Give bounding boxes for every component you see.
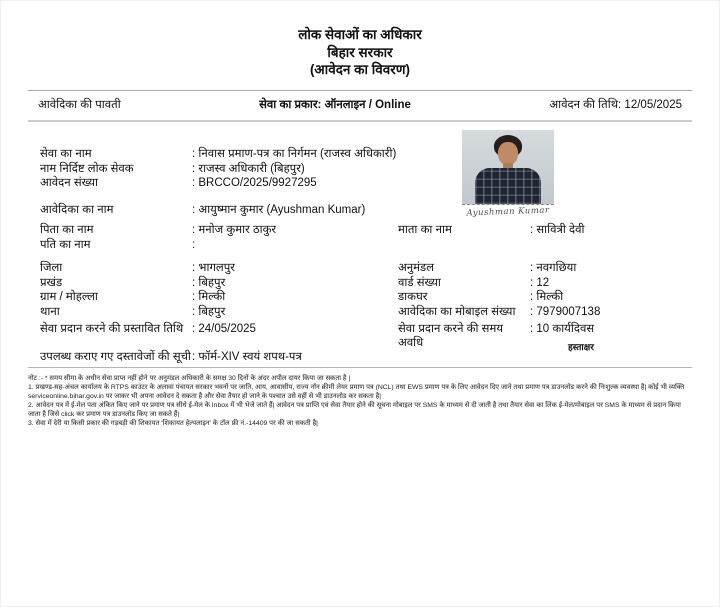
field-value: : निवास प्रमाण-पत्र का निर्गमन (राजस्व अधिकारी) [192, 148, 397, 160]
field-row-district-subdivision [40, 262, 680, 276]
field-label: उपलब्ध कराए गए दस्तावेजों की सूची [40, 351, 191, 363]
photo-person-plaid-shirt [475, 168, 541, 204]
field-label: डाकघर [398, 291, 428, 303]
divider-top [28, 90, 692, 91]
footer-notes [28, 374, 694, 428]
field-value: : मनोज कुमार ठाकुर [192, 224, 277, 236]
field-label [398, 351, 530, 365]
field-value: : 12 [530, 276, 550, 289]
field-label: आवेदिका का मोबाइल संख्या [398, 305, 516, 318]
field-label: ग्राम / मोहल्ला [40, 291, 98, 303]
field-value: : भागलपुर [192, 262, 235, 274]
field-label: आवेदिका का नाम [40, 203, 114, 216]
field-label: माता का नाम [398, 224, 452, 236]
field-value: : आयुष्मान कुमार (Ayushman Kumar) [192, 203, 366, 216]
info-bar [38, 97, 682, 112]
note-line: 3. सेवा में देरी या किसी प्रकार की गड़बड़ी की शिकायत 'शिकायत हेल्पलाइन' के टॉल फ्री नं.-14409 पर की जा सकती है| [28, 420, 318, 427]
field-value: : राजस्व अधिकारी (बिहपुर) [192, 162, 305, 175]
receipt-label: आवेदिका की पावती [38, 99, 121, 111]
field-row-documents-list [40, 351, 680, 365]
field-value: : बिहपुर [192, 305, 226, 318]
service-type-label: सेवा का प्रकार: ऑनलाइन / Online [259, 99, 411, 111]
field-label: पति का नाम [40, 238, 91, 251]
field-value: : मिल्की [192, 291, 226, 303]
field-row-applicant-name [40, 204, 680, 218]
applicant-photo [462, 130, 554, 205]
field-value: : 7979007138 [530, 305, 601, 318]
field-row-village-postoffice [40, 291, 680, 305]
header-subtitle: (आवेदन का विवरण) [309, 62, 411, 77]
note-line: नोट :- * समय सीमा के अधीन सेवा प्राप्त नहीं होने पर अनुमंडल अधिकारी के समक्ष 30 दिनों के अंदर अपील दायर किया जा सकता है | [28, 375, 351, 382]
application-date-label: आवेदन की तिथि: 12/05/2025 [549, 99, 682, 111]
field-row-public-servant [40, 163, 680, 177]
field-label: सेवा प्रदान करने की समय अवधि [398, 323, 503, 349]
field-label: जिला [40, 262, 63, 274]
field-label: सेवा प्रदान करने की प्रस्तावित तिथि [40, 323, 184, 335]
field-label [398, 239, 530, 253]
fields-section [40, 122, 680, 366]
field-row-police-mobile [40, 306, 680, 320]
divider-bottom [28, 367, 692, 368]
field-label: सेवा का नाम [40, 148, 92, 160]
field-row-husband [40, 239, 680, 253]
field-value: : 24/05/2025 [192, 323, 256, 335]
field-row-service-name [40, 148, 680, 162]
document-header [0, 0, 720, 79]
photo-person-face [498, 142, 518, 165]
field-row-block-ward [40, 277, 680, 291]
note-line: 2. आवेदन पत्र में ई-मेल पता अंकित किए जाने पर प्रमाण पत्र सीधे ई-मेल के Inbox में भी भेजे जाते हैं| आवेदन पत्र प्राप्ति एवं सेवा तैयार होने की सूचना मोबाइल पर SMS के माध्यम से दी जाती है तथा तैयार सेवा का लिंक ई-मेल/मोबाइल पर SMS के माध्यम से प्रदान किया जाता है जिसे click कर प्रमाण पत्र डाउनलोड किए जा सकते हैं| [28, 402, 681, 418]
field-value: : फॉर्म-XIV स्वयं शपथ-पत्र [192, 351, 302, 363]
header-govt-name: बिहार सरकार [327, 44, 393, 60]
note-line: 1. प्रखण्ड-सह-अंचल कार्यालय के RTPS काउंटर के अलावा पंचायत सरकार भवनों पर जाति, आय, आवासीय, राज्य नॉन क्रीमी लेयर प्रमाण पत्र (NCL) तथा EWS प्रमाण पत्र के लिए आवेदन दिए जाने तथा प्रमाण पत्र डाउनलोड करने की निःशुल्क व्यवस्था है| कोई भी व्यक्ति serviceonline.bihar.gov.in पर जाकर भी अपना आवेदन दे सकता है और सेवा तैयार हो जाने के पश्चात उसे वहीं से भी डाउनलोड कर सकता है| [28, 384, 685, 400]
applicant-photo-block [462, 130, 554, 217]
field-value: : 10 कार्यदिवस [530, 323, 595, 335]
field-label: अनुमंडल [398, 262, 434, 274]
field-row-application-number [40, 177, 680, 191]
field-label: नाम निर्दिष्ट लोक सेवक [40, 162, 134, 175]
applicant-signature: Ayushman Kumar [466, 205, 550, 219]
signature-label: हस्ताक्षर [568, 342, 594, 352]
field-label: प्रखंड [40, 276, 63, 289]
header-title: लोक सेवाओं का अधिकार [298, 27, 422, 42]
field-label: आवेदन संख्या [40, 177, 98, 189]
field-value: : सावित्री देवी [530, 224, 585, 236]
field-value: : बिहपुर [192, 276, 226, 289]
field-row-father-mother [40, 224, 680, 238]
field-label: पिता का नाम [40, 224, 94, 236]
field-label: थाना [40, 305, 60, 318]
field-label: वार्ड संख्या [398, 276, 441, 289]
field-value: : [192, 238, 196, 251]
field-value: : नवगछिया [530, 262, 577, 274]
field-value: : मिल्की [530, 291, 564, 303]
field-value: : BRCCO/2025/9927295 [192, 177, 317, 189]
